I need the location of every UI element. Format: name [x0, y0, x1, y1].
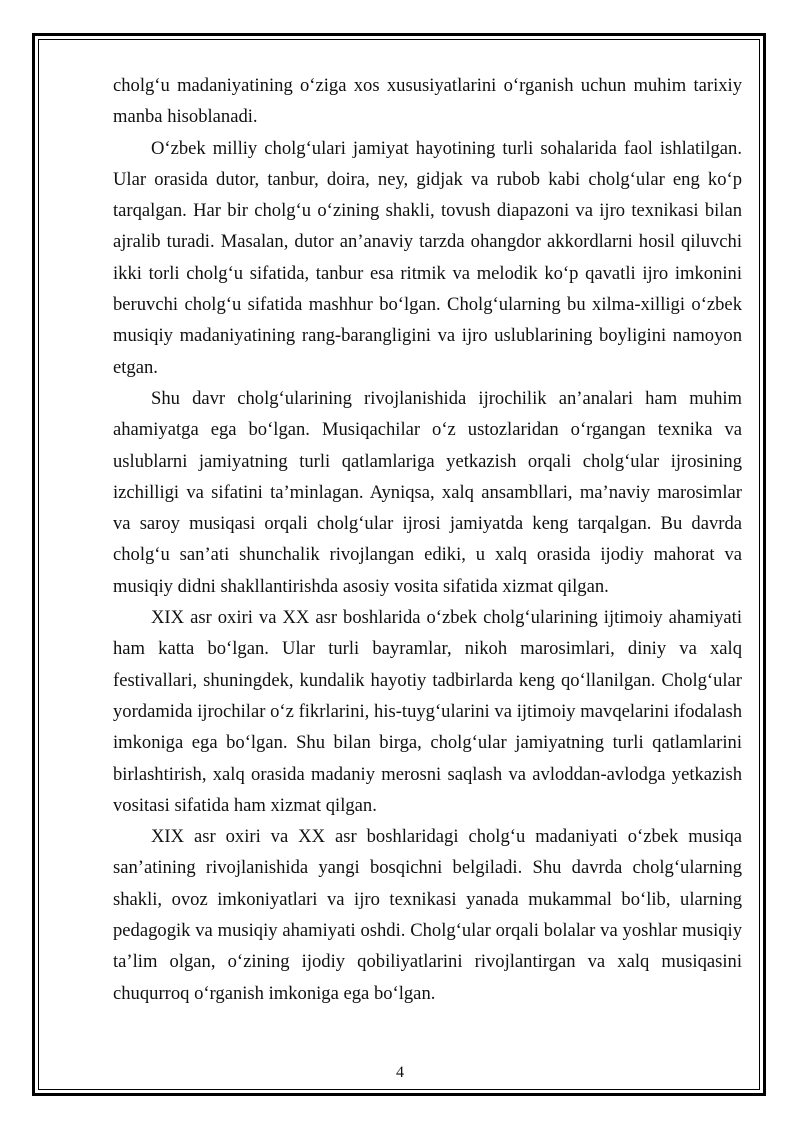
paragraph-performance-traditions: Shu davr cholg‘ularining rivojlanishida ijrochilik an’analari ham muhim ahamiyatga ega bo‘lgan. Musiqachilar o‘z ustozlaridan o‘rgangan texnika va uslublarni jamiyatning turli qatlamlariga yetkazish orqali cholg‘ular ijrosining izchilligi va sifatini ta’minlagan. Ayniqsa, xalq ansambllari, ma’naviy marosimlar va saroy musiqasi orqali cholg‘ular ijrosi jamiyatda keng tarqalgan. Bu davrda cholg‘u san’ati shunchalik rivojlangan ediki, u xalq orasida ijodiy mahorat va musiqiy didni shakllantirishda asosiy vosita sifatida xizmat qilgan.: [113, 387, 742, 597]
paragraph-social-significance: XIX asr oxiri va XX asr boshlarida o‘zbek cholg‘ularining ijtimoiy ahamiyati ham katta bo‘lgan. Ular turli bayramlar, nikoh marosimlari, diniy va xalq festivallari, shuningdek, kundalik hayotiy tadbirlarda keng qo‘llanilgan. Cholg‘ular yordamida ijrochilar o‘z fikrlarini, his-tuyg‘ularini va ijtimoiy mavqelarini ifodalash imkoniga ega bo‘lgan. Shu bilan birga, cholg‘ular jamiyatning turli qatlamlarini birlashtirish, xalq orasida madaniy merosni saqlash va avloddan-avlodga yetkazish vositasi sifatida ham xizmat qilgan.: [113, 607, 742, 816]
document-body: [113, 70, 742, 1009]
paragraph-continuation: cholg‘u madaniyatining o‘ziga xos xususiyatlarini o‘rganish uchun muhim tarixiy manba hisoblanadi.: [113, 75, 742, 128]
paragraph-new-stage: XIX asr oxiri va XX asr boshlaridagi cholg‘u madaniyati o‘zbek musiqa san’atining rivojlanishida yangi bosqichni belgiladi. Shu davrda cholg‘ularning shakli, ovoz imkoniyatlari va ijro texnikasi yanada mukammal bo‘lib, ularning pedagogik va musiqiy ahamiyati oshdi. Cholg‘ular orqali bolalar va yoshlar musiqiy ta’lim olgan, o‘zining ijodiy qobiliyatlarini rivojlantirgan va xalq musiqasini chuqurroq o‘rganish imkoniga ega bo‘lgan.: [113, 826, 742, 1004]
page-number: 4: [396, 1064, 404, 1081]
paragraph-instruments: O‘zbek milliy cholg‘ulari jamiyat hayotining turli sohalarida faol ishlatilgan. Ular orasida dutor, tanbur, doira, ney, gidjak va rubob kabi cholg‘ular eng ko‘p tarqalgan. Har bir cholg‘u o‘zining shakli, tovush diapazoni va ijro texnikasi bilan ajralib turadi. Masalan, dutor an’anaviy tarzda ohangdor akkordlarni hosil qiluvchi ikki torli cholg‘u sifatida, tanbur esa ritmik va melodik ko‘p qavatli ijro imkonini beruvchi cholg‘u sifatida mashhur bo‘lgan. Cholg‘ularning bu xilma-xilligi o‘zbek musiqiy madaniyatining rang-barangligini va ijro uslublarining boyligini namoyon etgan.: [113, 137, 742, 378]
